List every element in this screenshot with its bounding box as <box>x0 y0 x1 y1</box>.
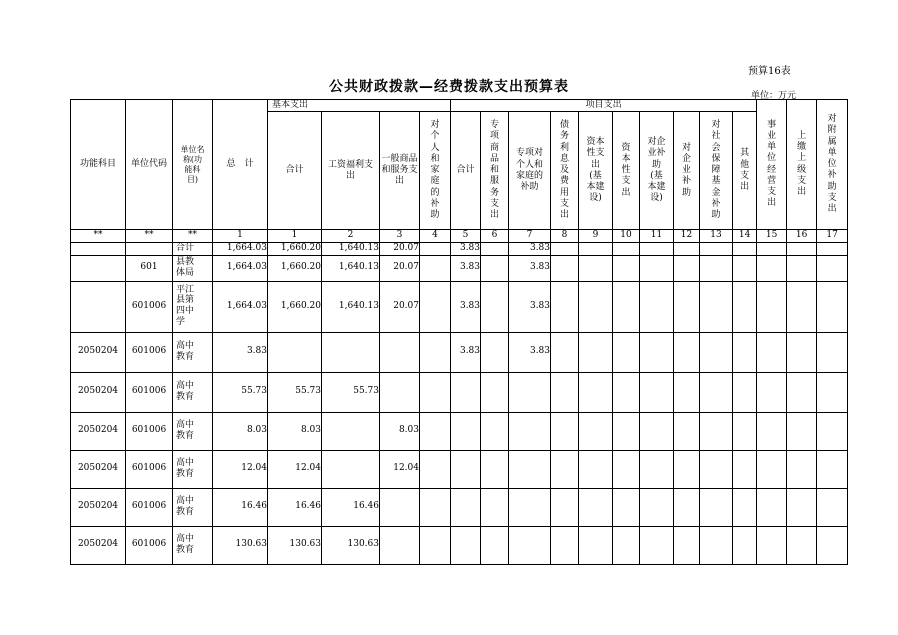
unit-code-cell: 601006 <box>126 372 173 412</box>
special-personal-cell <box>509 526 551 564</box>
empty-cell <box>787 526 817 564</box>
header-debt-interest: 债务利息及费用支出 <box>551 112 579 230</box>
empty-cell <box>787 332 817 372</box>
total-cell: 55.73 <box>213 372 268 412</box>
budget-table <box>70 99 848 565</box>
empty-cell <box>757 488 787 526</box>
header-personal-subsidy: 对个人和家庭的补助 <box>420 112 451 230</box>
empty-cell <box>817 450 848 488</box>
unit-code-cell: 601006 <box>126 412 173 450</box>
data-rows <box>71 242 848 564</box>
empty-cell <box>613 255 640 281</box>
index-cell: 16 <box>787 230 817 242</box>
header-affiliated: 对附属单位补助支出 <box>817 100 848 230</box>
empty-cell <box>551 242 579 255</box>
goods-services-cell: 8.03 <box>380 412 420 450</box>
unit-name-cell: 高中教育 <box>173 450 213 488</box>
project-subtotal-cell: 3.83 <box>451 242 481 255</box>
empty-cell <box>787 372 817 412</box>
special-goods-cell <box>481 332 509 372</box>
unit-name-cell: 高中教育 <box>173 332 213 372</box>
header-total: 总 计 <box>213 100 268 230</box>
empty-cell <box>579 450 613 488</box>
empty-cell <box>551 332 579 372</box>
basic-subtotal-cell: 55.73 <box>268 372 322 412</box>
empty-cell <box>817 526 848 564</box>
empty-cell <box>700 450 733 488</box>
unit-code-cell: 601 <box>126 255 173 281</box>
unit-name-cell: 平江县第四中学 <box>173 281 213 332</box>
basic-subtotal-cell: 12.04 <box>268 450 322 488</box>
empty-cell <box>674 526 700 564</box>
index-cell: 1 <box>213 230 268 242</box>
index-cell: 6 <box>481 230 509 242</box>
special-goods-cell <box>481 372 509 412</box>
special-personal-cell: 3.83 <box>509 255 551 281</box>
personal-subsidy-cell <box>420 255 451 281</box>
func-code-cell: 2050204 <box>71 372 126 412</box>
empty-cell <box>551 412 579 450</box>
index-cell: ** <box>173 230 213 242</box>
unit-code-cell <box>126 242 173 255</box>
header-enterprise: 对企业补助 <box>674 112 700 230</box>
goods-services-cell: 20.07 <box>380 242 420 255</box>
empty-cell <box>640 488 674 526</box>
table-row <box>71 255 848 281</box>
empty-cell <box>551 526 579 564</box>
empty-cell <box>640 242 674 255</box>
salary-cell: 16.46 <box>322 488 380 526</box>
empty-cell <box>579 242 613 255</box>
empty-cell <box>640 450 674 488</box>
index-cell: 4 <box>420 230 451 242</box>
basic-subtotal-cell <box>268 332 322 372</box>
empty-cell <box>579 488 613 526</box>
total-cell: 16.46 <box>213 488 268 526</box>
goods-services-cell: 20.07 <box>380 281 420 332</box>
salary-cell: 1,640.13 <box>322 255 380 281</box>
empty-cell <box>551 255 579 281</box>
empty-cell <box>757 332 787 372</box>
basic-subtotal-cell: 1,660.20 <box>268 255 322 281</box>
project-subtotal-cell <box>451 412 481 450</box>
special-goods-cell <box>481 281 509 332</box>
unit-name-cell: 高中教育 <box>173 488 213 526</box>
empty-cell <box>700 526 733 564</box>
header-special-goods: 专项商品和服务支出 <box>481 112 509 230</box>
header-upper-level: 上缴上级支出 <box>787 100 817 230</box>
unit-label: 单位：万元 <box>751 91 797 101</box>
empty-cell <box>640 412 674 450</box>
project-subtotal-cell <box>451 526 481 564</box>
unit-code-cell: 601006 <box>126 281 173 332</box>
header-business-ops: 事业单位经营支出 <box>757 100 787 230</box>
special-personal-cell <box>509 372 551 412</box>
table-row <box>71 332 848 372</box>
index-cell: 17 <box>817 230 848 242</box>
table-row <box>71 488 848 526</box>
header-capital: 资本性支出 <box>613 112 640 230</box>
func-code-cell: 2050204 <box>71 332 126 372</box>
index-cell: 11 <box>640 230 674 242</box>
special-personal-cell <box>509 450 551 488</box>
header-unit-name: 单位名称(功能科目) <box>173 100 213 230</box>
func-code-cell <box>71 281 126 332</box>
empty-cell <box>640 332 674 372</box>
unit-name-cell: 高中教育 <box>173 526 213 564</box>
unit-name-cell: 高中教育 <box>173 412 213 450</box>
table-row <box>71 372 848 412</box>
salary-cell: 1,640.13 <box>322 242 380 255</box>
table-row <box>71 242 848 255</box>
index-row <box>71 230 848 242</box>
empty-cell <box>551 281 579 332</box>
empty-cell <box>817 255 848 281</box>
header-project-group: 项目支出 <box>451 100 757 112</box>
goods-services-cell <box>380 372 420 412</box>
empty-cell <box>817 412 848 450</box>
index-cell: 1 <box>268 230 322 242</box>
total-cell: 1,664.03 <box>213 281 268 332</box>
unit-name-cell: 县教体局 <box>173 255 213 281</box>
index-cell: 12 <box>674 230 700 242</box>
special-personal-cell <box>509 488 551 526</box>
empty-cell <box>787 281 817 332</box>
empty-cell <box>551 450 579 488</box>
empty-cell <box>787 450 817 488</box>
special-goods-cell <box>481 242 509 255</box>
empty-cell <box>817 332 848 372</box>
empty-cell <box>640 255 674 281</box>
index-cell: 14 <box>733 230 757 242</box>
index-cell: ** <box>126 230 173 242</box>
special-goods-cell <box>481 526 509 564</box>
project-subtotal-cell <box>451 450 481 488</box>
index-cell: 10 <box>613 230 640 242</box>
empty-cell <box>674 372 700 412</box>
empty-cell <box>700 281 733 332</box>
salary-cell: 130.63 <box>322 526 380 564</box>
unit-name-cell: 合计 <box>173 242 213 255</box>
empty-cell <box>640 281 674 332</box>
project-subtotal-cell <box>451 372 481 412</box>
header-goods-services: 一般商品和服务支出 <box>380 112 420 230</box>
salary-cell <box>322 332 380 372</box>
salary-cell: 1,640.13 <box>322 281 380 332</box>
empty-cell <box>579 255 613 281</box>
func-code-cell: 2050204 <box>71 412 126 450</box>
empty-cell <box>817 372 848 412</box>
personal-subsidy-cell <box>420 450 451 488</box>
empty-cell <box>579 412 613 450</box>
special-personal-cell <box>509 412 551 450</box>
personal-subsidy-cell <box>420 488 451 526</box>
header-social-security: 对社会保障基金补助 <box>700 112 733 230</box>
basic-subtotal-cell: 1,660.20 <box>268 281 322 332</box>
special-personal-cell: 3.83 <box>509 332 551 372</box>
empty-cell <box>733 281 757 332</box>
empty-cell <box>787 255 817 281</box>
empty-cell <box>733 488 757 526</box>
func-code-cell: 2050204 <box>71 450 126 488</box>
page-title: 公共财政拨款—经费拨款支出预算表 <box>329 79 569 95</box>
empty-cell <box>757 372 787 412</box>
unit-name-cell: 高中教育 <box>173 372 213 412</box>
empty-cell <box>674 332 700 372</box>
index-cell: 9 <box>579 230 613 242</box>
table-row <box>71 450 848 488</box>
empty-cell <box>674 281 700 332</box>
empty-cell <box>757 242 787 255</box>
index-cell: 3 <box>380 230 420 242</box>
header-special-personal: 专项对个人和家庭的补助 <box>509 112 551 230</box>
basic-subtotal-cell: 16.46 <box>268 488 322 526</box>
header-basic-subtotal: 合计 <box>268 112 322 230</box>
empty-cell <box>757 281 787 332</box>
personal-subsidy-cell <box>420 372 451 412</box>
special-goods-cell <box>481 255 509 281</box>
empty-cell <box>613 281 640 332</box>
empty-cell <box>613 450 640 488</box>
empty-cell <box>787 242 817 255</box>
special-goods-cell <box>481 412 509 450</box>
goods-services-cell <box>380 526 420 564</box>
empty-cell <box>817 281 848 332</box>
header-enterprise-basic: 对企业补助(基本建设) <box>640 112 674 230</box>
empty-cell <box>733 412 757 450</box>
empty-cell <box>613 332 640 372</box>
special-personal-cell: 3.83 <box>509 281 551 332</box>
empty-cell <box>640 526 674 564</box>
empty-cell <box>787 488 817 526</box>
empty-cell <box>700 255 733 281</box>
table-row <box>71 526 848 564</box>
header-capital-basic: 资本性支出(基本建设) <box>579 112 613 230</box>
total-cell: 1,664.03 <box>213 242 268 255</box>
empty-cell <box>817 242 848 255</box>
unit-code-cell: 601006 <box>126 450 173 488</box>
project-subtotal-cell: 3.83 <box>451 255 481 281</box>
table-row <box>71 412 848 450</box>
goods-services-cell: 12.04 <box>380 450 420 488</box>
index-cell: 2 <box>322 230 380 242</box>
empty-cell <box>551 488 579 526</box>
empty-cell <box>733 372 757 412</box>
special-goods-cell <box>481 450 509 488</box>
empty-cell <box>700 372 733 412</box>
empty-cell <box>613 372 640 412</box>
project-subtotal-cell: 3.83 <box>451 281 481 332</box>
salary-cell: 55.73 <box>322 372 380 412</box>
form-number: 预算16表 <box>748 66 791 77</box>
total-cell: 1,664.03 <box>213 255 268 281</box>
total-cell: 12.04 <box>213 450 268 488</box>
personal-subsidy-cell <box>420 526 451 564</box>
project-subtotal-cell: 3.83 <box>451 332 481 372</box>
table-row <box>71 281 848 332</box>
header-salary: 工资福利支出 <box>322 112 380 230</box>
total-cell: 8.03 <box>213 412 268 450</box>
empty-cell <box>700 412 733 450</box>
empty-cell <box>700 488 733 526</box>
goods-services-cell <box>380 488 420 526</box>
index-cell: 13 <box>700 230 733 242</box>
empty-cell <box>733 242 757 255</box>
empty-cell <box>674 242 700 255</box>
index-cell: 7 <box>509 230 551 242</box>
empty-cell <box>640 372 674 412</box>
empty-cell <box>613 242 640 255</box>
header-unit-code: 单位代码 <box>126 100 173 230</box>
empty-cell <box>700 242 733 255</box>
project-subtotal-cell <box>451 488 481 526</box>
empty-cell <box>613 488 640 526</box>
unit-code-cell: 601006 <box>126 526 173 564</box>
func-code-cell: 2050204 <box>71 488 126 526</box>
index-cell: ** <box>71 230 126 242</box>
empty-cell <box>787 412 817 450</box>
empty-cell <box>613 412 640 450</box>
empty-cell <box>700 332 733 372</box>
empty-cell <box>757 255 787 281</box>
empty-cell <box>757 526 787 564</box>
salary-cell <box>322 450 380 488</box>
empty-cell <box>579 372 613 412</box>
header-project-subtotal: 合计 <box>451 112 481 230</box>
goods-services-cell <box>380 332 420 372</box>
basic-subtotal-cell: 130.63 <box>268 526 322 564</box>
index-cell: 8 <box>551 230 579 242</box>
unit-code-cell: 601006 <box>126 332 173 372</box>
unit-code-cell: 601006 <box>126 488 173 526</box>
header-other: 其他支出 <box>733 112 757 230</box>
special-personal-cell: 3.83 <box>509 242 551 255</box>
empty-cell <box>757 450 787 488</box>
empty-cell <box>757 412 787 450</box>
total-cell: 130.63 <box>213 526 268 564</box>
empty-cell <box>551 372 579 412</box>
empty-cell <box>579 332 613 372</box>
empty-cell <box>613 526 640 564</box>
empty-cell <box>733 526 757 564</box>
index-cell: 5 <box>451 230 481 242</box>
personal-subsidy-cell <box>420 281 451 332</box>
empty-cell <box>733 255 757 281</box>
empty-cell <box>579 281 613 332</box>
empty-cell <box>674 488 700 526</box>
basic-subtotal-cell: 8.03 <box>268 412 322 450</box>
index-cell: 15 <box>757 230 787 242</box>
personal-subsidy-cell <box>420 242 451 255</box>
personal-subsidy-cell <box>420 412 451 450</box>
total-cell: 3.83 <box>213 332 268 372</box>
personal-subsidy-cell <box>420 332 451 372</box>
empty-cell <box>733 332 757 372</box>
salary-cell <box>322 412 380 450</box>
empty-cell <box>579 526 613 564</box>
goods-services-cell: 20.07 <box>380 255 420 281</box>
empty-cell <box>733 450 757 488</box>
func-code-cell: 2050204 <box>71 526 126 564</box>
header-func-code: 功能科目 <box>71 100 126 230</box>
empty-cell <box>674 255 700 281</box>
empty-cell <box>817 488 848 526</box>
func-code-cell <box>71 255 126 281</box>
header-basic-group: 基本支出 <box>268 100 451 112</box>
empty-cell <box>674 412 700 450</box>
basic-subtotal-cell: 1,660.20 <box>268 242 322 255</box>
special-goods-cell <box>481 488 509 526</box>
func-code-cell <box>71 242 126 255</box>
empty-cell <box>674 450 700 488</box>
